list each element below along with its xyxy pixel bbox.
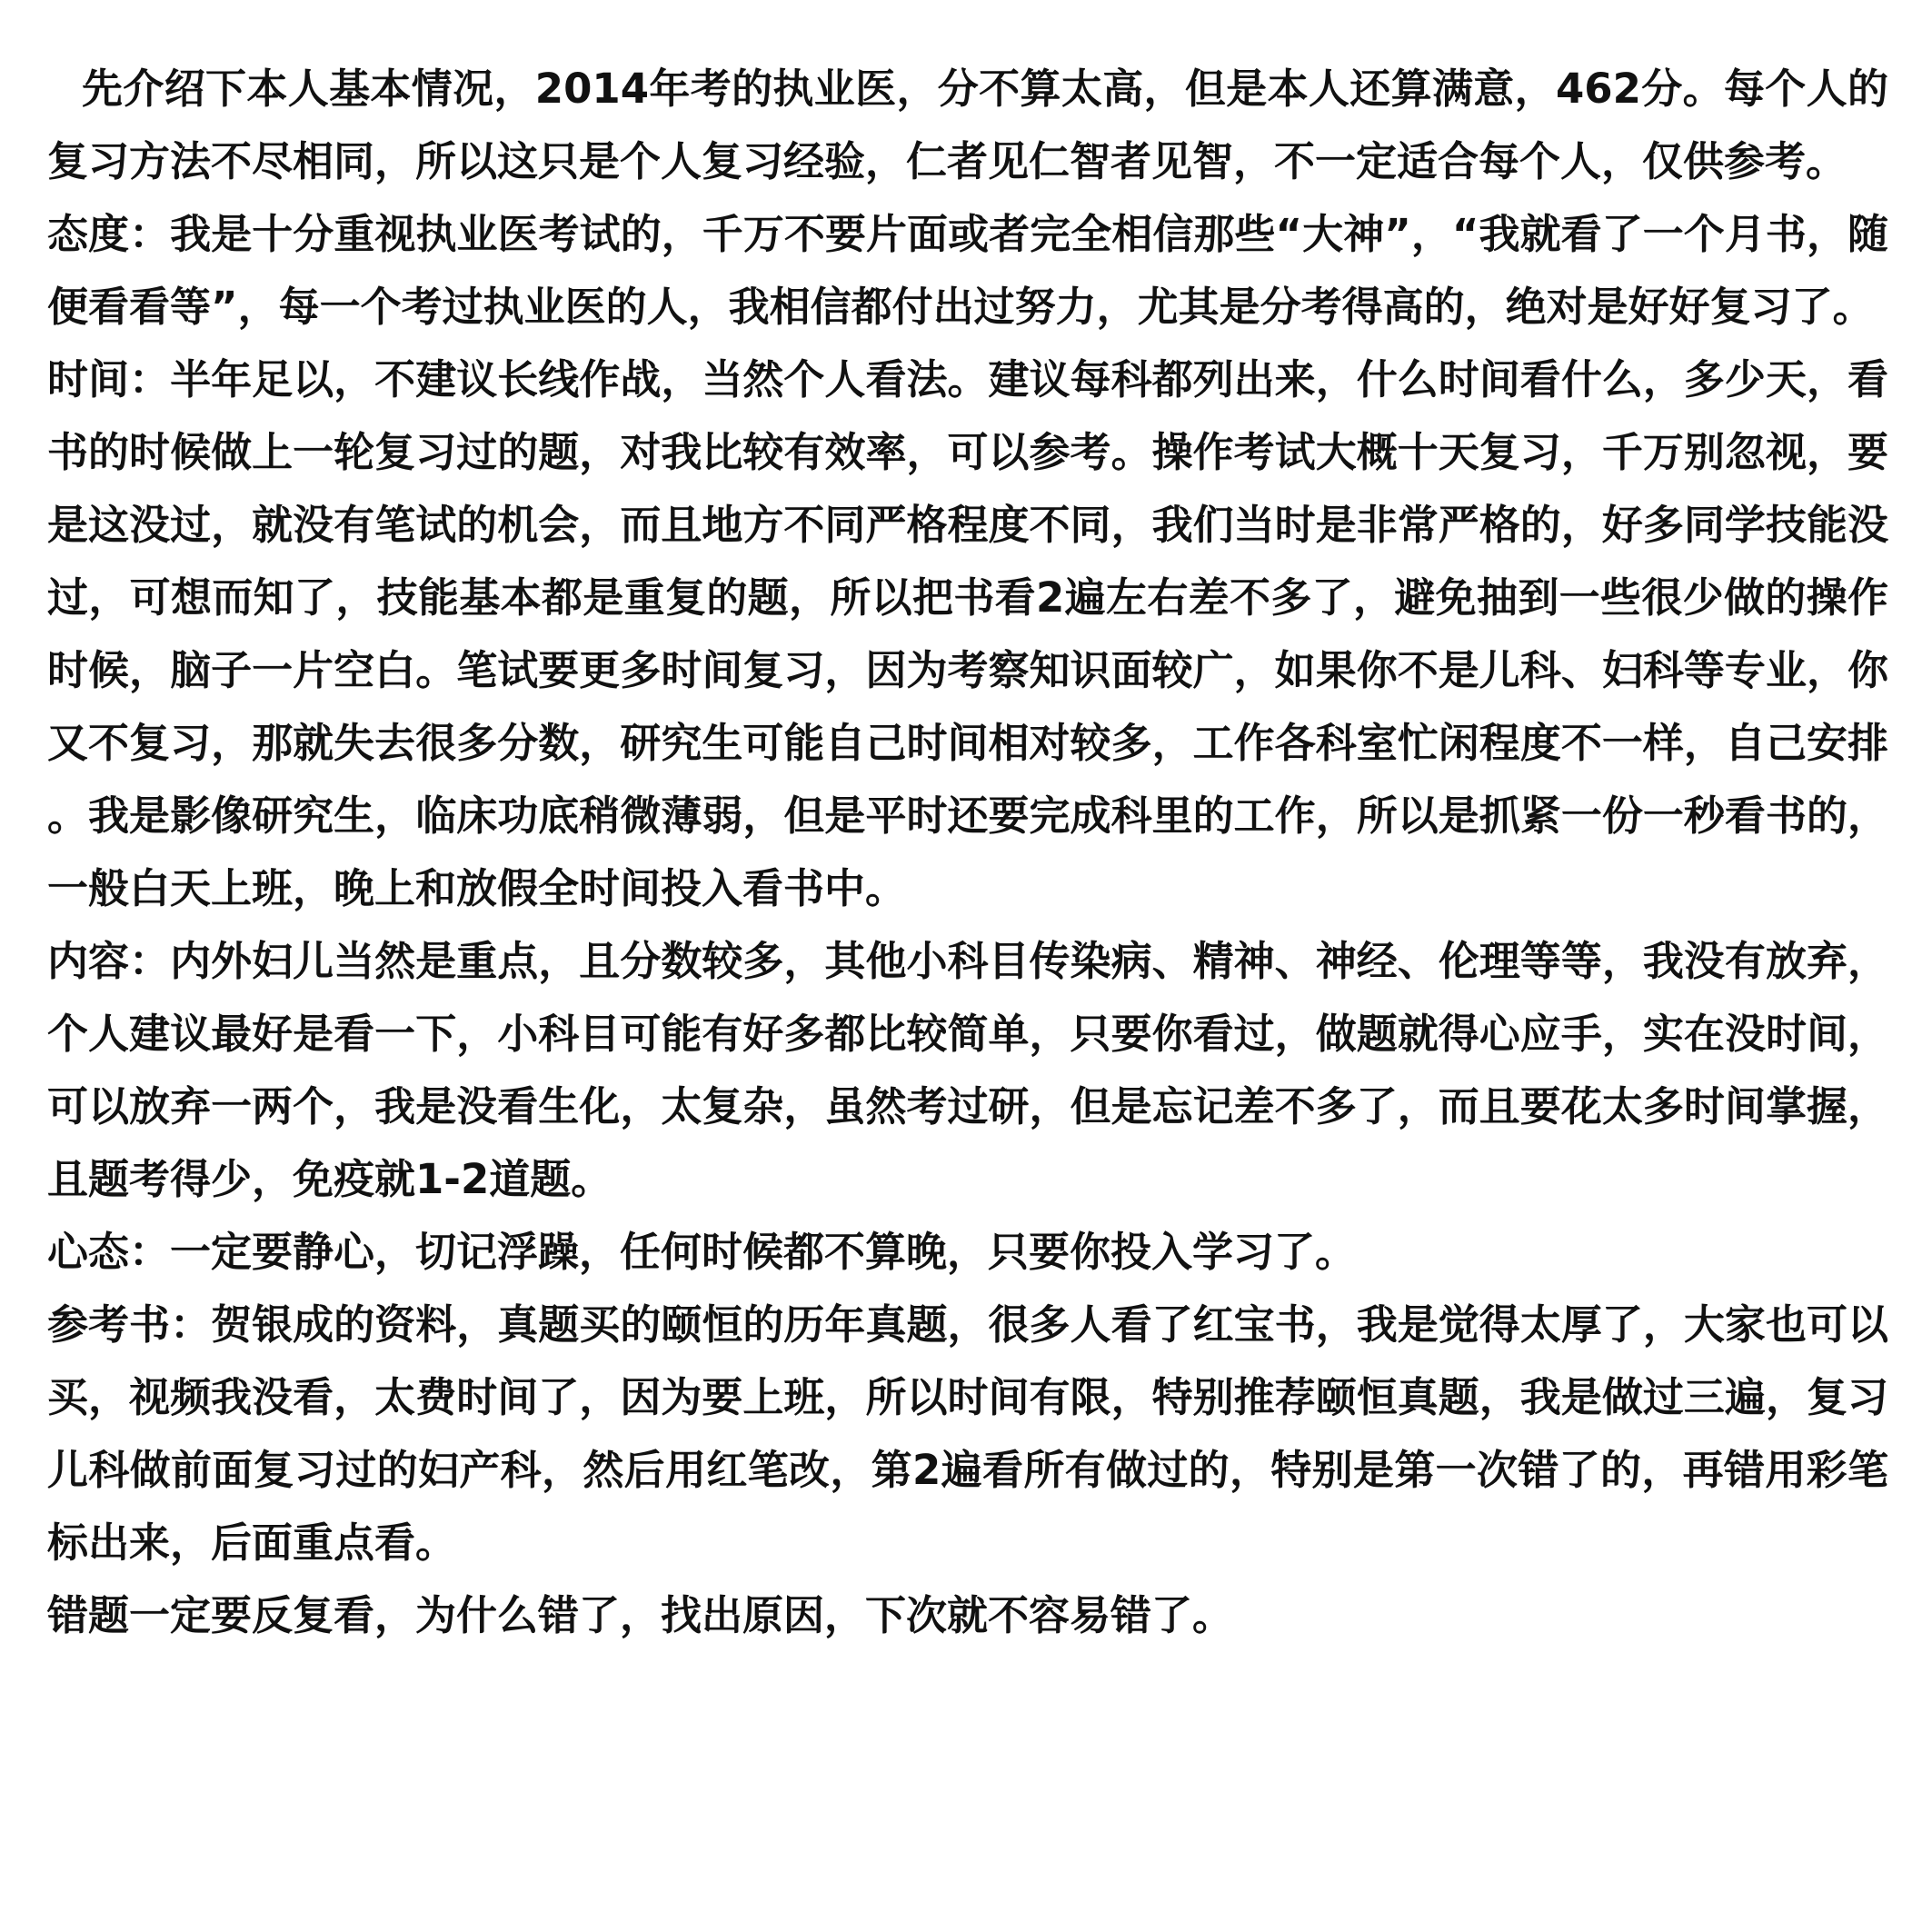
paragraph-reference-books: 参考书：贺银成的资料，真题买的颐恒的历年真题，很多人看了红宝书，我是觉得太厚了，大家也可以买，视频我没看，太费时间了，因为要上班，所以时间有限，特别推荐颐恒真题，我是做过三遍，复习儿科做前面复习过的妇产科，然后用红笔改，第2遍看所有做过的，特别是第一次错了的，再错用彩笔标出来，后面重点看。 [47,1300,1888,1567]
article-body [47,53,1888,1652]
paragraph-intro: 先介绍下本人基本情况，2014年考的执业医，分不算太高，但是本人还算满意，462分。每个人的复习方法不尽相同，所以这只是个人复习经验，仁者见仁智者见智，不一定适合每个人，仅供参考。 [47,65,1888,185]
paragraph-attitude: 态度：我是十分重视执业医考试的，千万不要片面或者完全相信那些“大神”，“我就看了一个月书，随便看看等”，每一个考过执业医的人，我相信都付出过努力，尤其是分考得高的，绝对是好好复习了。 [47,210,1888,331]
paragraph-mindset: 心态：一定要静心，切记浮躁，任何时候都不算晚，只要你投入学习了。 [47,1228,1357,1276]
paragraph-wrong-questions: 错题一定要反复看，为什么错了，找出原因，下次就不容易错了。 [47,1591,1234,1639]
paragraph-content: 内容：内外妇儿当然是重点，且分数较多，其他小科目传染病、精神、神经、伦理等等，我没有放弃，个人建议最好是看一下，小科目可能有好多都比较简单，只要你看过，做题就得心应手，实在没时间，可以放弃一两个，我是没看生化，太复杂，虽然考过研，但是忘记差不多了，而且要花太多时间掌握，且题考得少，免疫就1-2道题。 [47,937,1888,1203]
paragraph-time: 时间：半年足以，不建议长线作战，当然个人看法。建议每科都列出来，什么时间看什么，多少天，看书的时候做上一轮复习过的题，对我比较有效率，可以参考。操作考试大概十天复习，千万别忽视，要是这没过，就没有笔试的机会，而且地方不同严格程度不同，我们当时是非常严格的，好多同学技能没过，可想而知了，技能基本都是重复的题，所以把书看2遍左右差不多了，避免抽到一些很少做的操作时候，脑子一片空白。笔试要更多时间复习，因为考察知识面较广，如果你不是儿科、妇科等专业，你又不复习，那就失去很多分数，研究生可能自己时间相对较多，工作各科室忙闲程度不一样，自己安排。我是影像研究生，临床功底稍微薄弱，但是平时还要完成科里的工作，所以是抓紧一份一秒看书的，一般白天上班，晚上和放假全时间投入看书中。 [47,355,1888,912]
